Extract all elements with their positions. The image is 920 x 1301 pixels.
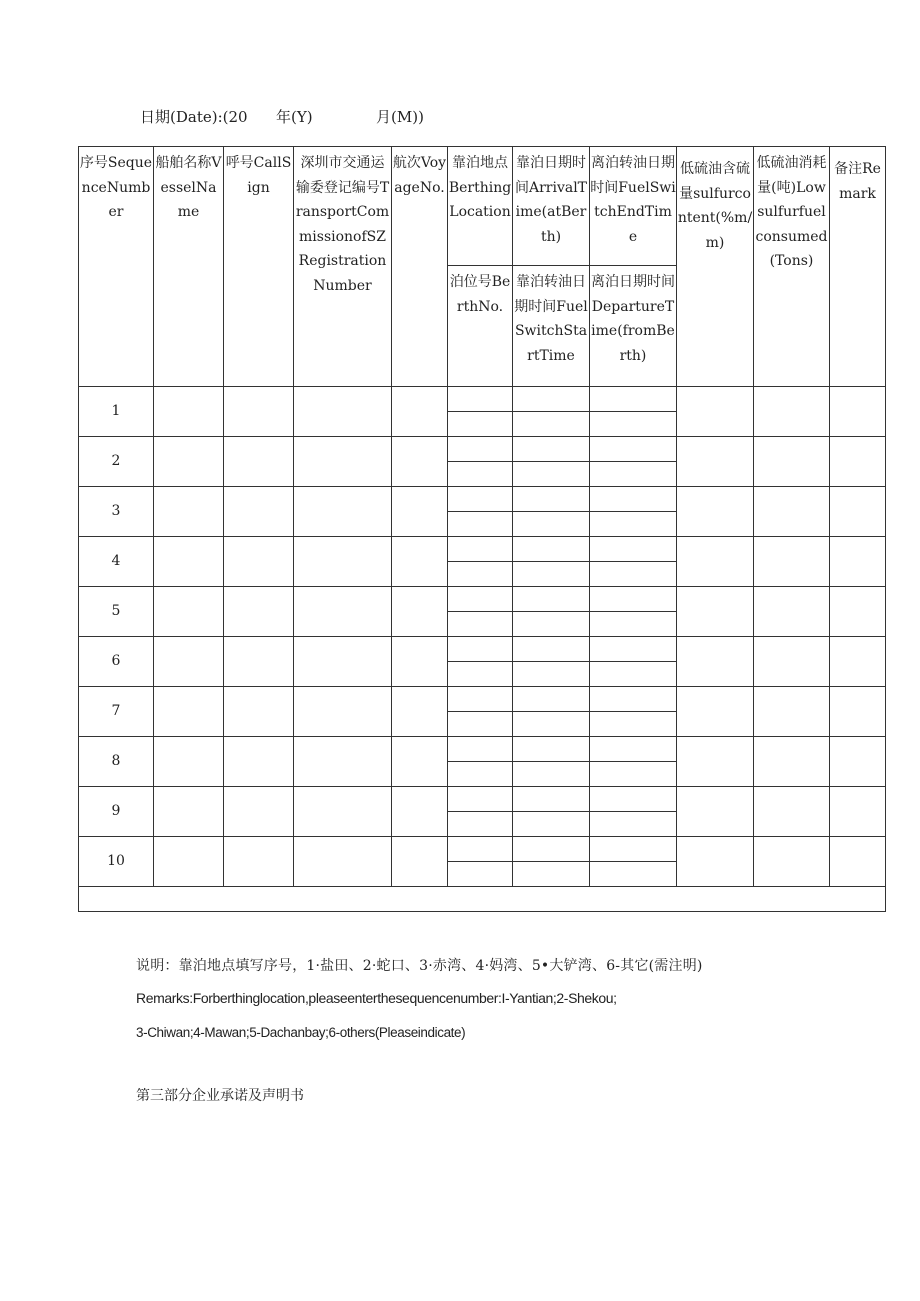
table-cell bbox=[392, 687, 448, 737]
table-cell bbox=[590, 712, 677, 737]
table-cell bbox=[513, 562, 590, 587]
table-row bbox=[79, 637, 886, 662]
table-cell bbox=[154, 487, 224, 537]
note-chinese: 说明：靠泊地点填写序号，1·盐田、2·蛇口、3·赤湾、4·妈湾、5•大铲湾、6-其它(需注明) bbox=[136, 958, 703, 974]
table-cell bbox=[513, 587, 590, 612]
table-cell bbox=[392, 437, 448, 487]
table-cell bbox=[448, 737, 513, 762]
table-cell bbox=[294, 587, 392, 637]
table-cell bbox=[294, 837, 392, 887]
table-cell bbox=[513, 537, 590, 562]
fuel-switch-log-table bbox=[78, 146, 886, 912]
table-cell bbox=[590, 862, 677, 887]
table-row bbox=[79, 487, 886, 512]
table-cell bbox=[448, 412, 513, 437]
table-cell bbox=[154, 687, 224, 737]
table-cell bbox=[154, 737, 224, 787]
row-sequence-number: 6 bbox=[79, 637, 154, 687]
table-cell bbox=[590, 762, 677, 787]
table-cell bbox=[224, 837, 294, 887]
row-sequence-number: 8 bbox=[79, 737, 154, 787]
table-cell bbox=[448, 387, 513, 412]
table-cell bbox=[677, 587, 754, 637]
table-cell bbox=[513, 462, 590, 487]
table-cell bbox=[830, 637, 886, 687]
table-cell bbox=[830, 437, 886, 487]
table-cell bbox=[513, 487, 590, 512]
header-departure-time: 离泊日期时间DepartureTime(fromBerth) bbox=[590, 266, 677, 387]
row-sequence-number: 10 bbox=[79, 837, 154, 887]
table-cell bbox=[830, 837, 886, 887]
table-cell bbox=[448, 712, 513, 737]
table-cell bbox=[154, 637, 224, 687]
table-cell bbox=[448, 462, 513, 487]
header-arrival-time: 靠泊日期时间ArrivalTime(atBerth) bbox=[513, 147, 590, 266]
table-row bbox=[79, 837, 886, 862]
table-cell bbox=[513, 412, 590, 437]
table-cell bbox=[448, 687, 513, 712]
header-berth-no: 泊位号BerthNo. bbox=[448, 266, 513, 387]
header-berthing-location: 靠泊地点BerthingLocation bbox=[448, 147, 513, 266]
table-row bbox=[79, 437, 886, 462]
table-cell bbox=[513, 787, 590, 812]
table-footer-row bbox=[79, 887, 886, 912]
table-cell bbox=[513, 437, 590, 462]
row-sequence-number: 9 bbox=[79, 787, 154, 837]
table-cell bbox=[224, 587, 294, 637]
table-cell bbox=[677, 637, 754, 687]
table-footer-cell bbox=[79, 887, 886, 912]
table-cell bbox=[294, 737, 392, 787]
table-cell bbox=[392, 787, 448, 837]
table-cell bbox=[754, 837, 830, 887]
table-cell bbox=[513, 387, 590, 412]
table-cell bbox=[590, 387, 677, 412]
table-cell bbox=[513, 762, 590, 787]
row-sequence-number: 1 bbox=[79, 387, 154, 437]
table-cell bbox=[590, 837, 677, 862]
note-english-line-1: Remarks:Forberthinglocation,pleaseenterthesequencenumber:I-Yantian;2-Shekou; bbox=[136, 990, 617, 1006]
header-remark: 备注Remark bbox=[830, 147, 886, 387]
header-registration-number: 深圳市交通运输委登记编号TransportCommissionofSZRegistrationNumber bbox=[294, 147, 392, 387]
table-cell bbox=[590, 437, 677, 462]
date-label: 日期(Date):(20 bbox=[140, 108, 248, 126]
table-cell bbox=[513, 612, 590, 637]
table-cell bbox=[224, 737, 294, 787]
row-sequence-number: 7 bbox=[79, 687, 154, 737]
table-cell bbox=[754, 437, 830, 487]
table-cell bbox=[392, 487, 448, 537]
table-cell bbox=[294, 437, 392, 487]
table-cell bbox=[677, 487, 754, 537]
table-cell bbox=[448, 837, 513, 862]
table-cell bbox=[294, 537, 392, 587]
table-cell bbox=[392, 637, 448, 687]
table-cell bbox=[754, 737, 830, 787]
table-cell bbox=[224, 387, 294, 437]
table-cell bbox=[754, 787, 830, 837]
table-cell bbox=[677, 537, 754, 587]
table-cell bbox=[392, 737, 448, 787]
table-cell bbox=[677, 787, 754, 837]
table-cell bbox=[513, 837, 590, 862]
table-cell bbox=[448, 487, 513, 512]
table-cell bbox=[448, 787, 513, 812]
table-cell bbox=[513, 862, 590, 887]
table-cell bbox=[294, 687, 392, 737]
table-cell bbox=[677, 737, 754, 787]
table-cell bbox=[830, 787, 886, 837]
table-cell bbox=[448, 562, 513, 587]
table-row bbox=[79, 737, 886, 762]
table-cell bbox=[294, 787, 392, 837]
table-cell bbox=[590, 487, 677, 512]
table-cell bbox=[590, 687, 677, 712]
table-cell bbox=[392, 587, 448, 637]
row-sequence-number: 4 bbox=[79, 537, 154, 587]
table-cell bbox=[590, 737, 677, 762]
note-english-line-2: 3-Chiwan;4-Mawan;5-Dachanbay;6-others(Pleaseindicate) bbox=[136, 1025, 466, 1040]
table-cell bbox=[677, 687, 754, 737]
header-fuel-switch-end-time: 离泊转油日期时间FuelSwitchEndTime bbox=[590, 147, 677, 266]
table-cell bbox=[590, 537, 677, 562]
row-sequence-number: 5 bbox=[79, 587, 154, 637]
table-cell bbox=[590, 662, 677, 687]
table-row bbox=[79, 587, 886, 612]
table-cell bbox=[154, 587, 224, 637]
table-cell bbox=[830, 587, 886, 637]
table-cell bbox=[590, 812, 677, 837]
month-label: 月(M)) bbox=[376, 108, 424, 126]
table-cell bbox=[224, 787, 294, 837]
table-cell bbox=[513, 712, 590, 737]
table-cell bbox=[830, 687, 886, 737]
table-cell bbox=[830, 737, 886, 787]
table-cell bbox=[392, 837, 448, 887]
table-row bbox=[79, 387, 886, 412]
table-cell bbox=[448, 762, 513, 787]
table-cell bbox=[590, 462, 677, 487]
table-cell bbox=[830, 387, 886, 437]
table-cell bbox=[513, 662, 590, 687]
table-cell bbox=[224, 437, 294, 487]
table-cell bbox=[590, 787, 677, 812]
table-cell bbox=[448, 612, 513, 637]
header-sulfur-content: 低硫油含硫量sulfurcontent(%m/m) bbox=[677, 147, 754, 387]
table-cell bbox=[154, 387, 224, 437]
row-sequence-number: 3 bbox=[79, 487, 154, 537]
table-cell bbox=[294, 637, 392, 687]
table-cell bbox=[754, 487, 830, 537]
table-cell bbox=[154, 837, 224, 887]
table-cell bbox=[154, 537, 224, 587]
header-sequence-number: 序号SequenceNumber bbox=[79, 147, 154, 387]
table-cell bbox=[513, 687, 590, 712]
table-cell bbox=[224, 487, 294, 537]
table-cell bbox=[754, 637, 830, 687]
table-cell bbox=[294, 487, 392, 537]
table-cell bbox=[448, 537, 513, 562]
table-cell bbox=[754, 587, 830, 637]
table-cell bbox=[392, 387, 448, 437]
table-cell bbox=[224, 687, 294, 737]
table-cell bbox=[448, 862, 513, 887]
header-voyage-no: 航次VoyageNo. bbox=[392, 147, 448, 387]
table-cell bbox=[448, 662, 513, 687]
header-fuel-consumed: 低硫油消耗量(吨)Lowsulfurfuelconsumed(Tons) bbox=[754, 147, 830, 387]
table-cell bbox=[830, 537, 886, 587]
table-cell bbox=[448, 812, 513, 837]
header-vessel-name: 船舶名称VesselName bbox=[154, 147, 224, 387]
table-cell bbox=[590, 562, 677, 587]
table-row bbox=[79, 537, 886, 562]
table-row bbox=[79, 787, 886, 812]
row-sequence-number: 2 bbox=[79, 437, 154, 487]
table-cell bbox=[448, 437, 513, 462]
table-cell bbox=[513, 737, 590, 762]
table-cell bbox=[224, 637, 294, 687]
table-cell bbox=[294, 387, 392, 437]
table-cell bbox=[154, 437, 224, 487]
year-label: 年(Y) bbox=[276, 108, 313, 126]
table-cell bbox=[448, 512, 513, 537]
section-title: 第三部分企业承诺及声明书 bbox=[136, 1088, 304, 1104]
table-cell bbox=[448, 587, 513, 612]
table-cell bbox=[513, 512, 590, 537]
table-cell bbox=[392, 537, 448, 587]
table-row bbox=[79, 687, 886, 712]
table-cell bbox=[677, 387, 754, 437]
table-cell bbox=[590, 612, 677, 637]
table-cell bbox=[154, 787, 224, 837]
table-cell bbox=[590, 637, 677, 662]
table-cell bbox=[224, 537, 294, 587]
table-cell bbox=[677, 837, 754, 887]
table-cell bbox=[513, 637, 590, 662]
table-cell bbox=[448, 637, 513, 662]
table-cell bbox=[590, 512, 677, 537]
table-cell bbox=[677, 437, 754, 487]
table-cell bbox=[754, 687, 830, 737]
table-cell bbox=[513, 812, 590, 837]
table-cell bbox=[590, 412, 677, 437]
header-call-sign: 呼号CallSign bbox=[224, 147, 294, 387]
table-cell bbox=[754, 387, 830, 437]
header-fuel-switch-start-time: 靠泊转油日期时间FuelSwitchStartTime bbox=[513, 266, 590, 387]
table-cell bbox=[590, 587, 677, 612]
table-cell bbox=[830, 487, 886, 537]
table-cell bbox=[754, 537, 830, 587]
